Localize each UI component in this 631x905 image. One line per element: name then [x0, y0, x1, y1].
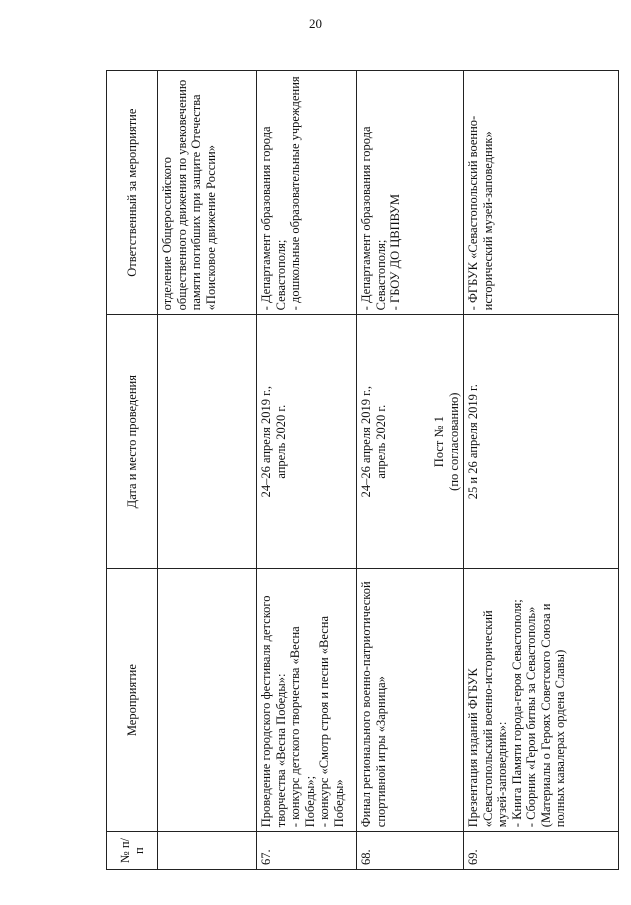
responsible-line: - дошкольные образовательные учреждения	[288, 76, 302, 311]
cell-num: 68.	[357, 832, 464, 870]
event-line: Проведение городского фестиваля детского творчества «Весна Победы»:	[259, 595, 288, 828]
table-row	[357, 71, 464, 870]
cell-date	[464, 315, 619, 569]
date-line: апрель 2020 г.	[373, 404, 388, 479]
cell-num: 69.	[464, 832, 619, 870]
cell-responsible: отделение Общероссийского общественного движения по увековечению памяти погибших при защите Отечества «Поисковое движение России»	[158, 71, 257, 315]
cell-event	[158, 569, 257, 832]
event-line: Финал регионального военно-патриотической спортивной игры «Зарница»	[359, 581, 388, 828]
cell-event	[257, 569, 357, 832]
header-event: Мероприятие	[107, 569, 158, 832]
cell-responsible	[257, 71, 357, 315]
cell-num: 67.	[257, 832, 357, 870]
date-line: апрель 2020 г.	[273, 404, 288, 479]
date-line: 24–26 апреля 2019 г.,	[359, 385, 373, 498]
cell-responsible	[357, 71, 464, 315]
responsible-line: - ФГБУК «Севастопольский военно-исторический музей-заповедник»	[466, 115, 495, 311]
cell-num	[158, 832, 257, 870]
cell-event	[357, 569, 464, 832]
table-row-continued	[158, 71, 257, 870]
event-line: - Книга Памяти города-героя Севастополя;	[509, 599, 524, 828]
event-line: - Сборник «Герои битвы за Севастополь» (Материалы о Героях Советского Союза и полных кавалерах ордена Славы)	[524, 603, 567, 828]
spacer	[388, 319, 432, 564]
responsible-line: - Департамент образования города Севастополя;	[359, 126, 388, 311]
cell-date	[158, 315, 257, 569]
event-line: - конкурс «Смотр строя и песни «Весна Победы»	[317, 615, 346, 828]
date-line: 25 и 26 апреля 2019 г.	[466, 384, 480, 500]
cell-date	[257, 315, 357, 569]
cell-date	[357, 315, 464, 569]
responsible-line: - ГБОУ ДО ЦВПВУМ	[388, 194, 402, 311]
cell-event	[464, 569, 619, 832]
place-line: (по согласованию)	[446, 392, 461, 491]
responsible-line: - Департамент образования города Севастополя;	[259, 126, 288, 311]
header-date-place: Дата и место проведения	[107, 315, 158, 569]
rotated-table-container	[106, 70, 606, 870]
event-line: - конкурс детского творчества «Весна Победы»;	[288, 626, 317, 828]
header-responsible: Ответственный за мероприятие	[107, 71, 158, 315]
events-table	[106, 70, 619, 870]
table-row	[257, 71, 357, 870]
cell-responsible	[464, 71, 619, 315]
date-line: 24–26 апреля 2019 г.,	[259, 385, 273, 498]
event-line: Презентация изданий ФГБУК «Севастопольский военно-исторический музей-заповедник»:	[466, 610, 509, 828]
header-num: № п/п	[107, 832, 158, 870]
table-row	[464, 71, 619, 870]
page-number: 20	[309, 16, 322, 31]
place-line: Пост № 1	[432, 416, 446, 468]
table-header-row	[107, 71, 158, 870]
